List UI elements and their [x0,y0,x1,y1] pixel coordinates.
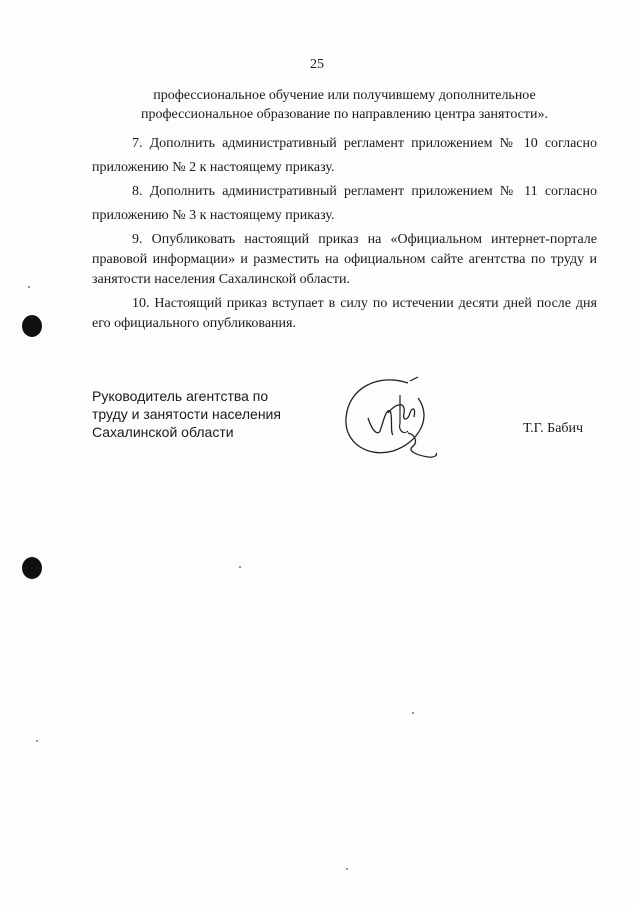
intro-line-1: профессиональное обучение или получившему дополнительное [153,88,536,103]
signatory-title-line-3: Сахалинской области [92,424,234,440]
paragraph-9-line-1: 9. Опубликовать настоящий приказ на «Официальном интернет-портале [132,232,597,247]
paragraph-9 [92,230,597,290]
paragraph-10-line-2: его официального опубликования. [92,316,296,331]
paragraph-8-line-1: 8. Дополнить административный регламент приложением № 11 согласно [132,184,597,199]
paragraph-7 [92,132,597,180]
paragraph-7-line-1: 7. Дополнить административный регламент приложением № 10 согласно [132,136,597,151]
paragraph-7-line-2: приложению № 2 к настоящему приказу. [92,160,335,175]
intro-continuation [92,86,597,124]
signatory-title [92,387,281,441]
signatory-name: Т.Г. Бабич [523,421,584,436]
paragraph-8-line-2: приложению № 3 к настоящему приказу. [92,208,335,223]
punch-hole-bottom [22,557,42,579]
punch-hole-top [22,315,42,337]
signatory-title-line-2: труду и занятости населения [92,406,281,422]
scan-speck [239,566,241,568]
paragraph-10 [92,294,597,334]
paragraph-9-line-2: правовой информации» и разместить на официальном сайте агентства по труду и [92,252,597,267]
scan-speck [36,740,38,742]
scan-speck [28,286,30,288]
signatory-title-line-1: Руководитель агентства по [92,388,269,404]
page-number: 25 [310,57,324,72]
paragraph-9-line-3: занятости населения Сахалинской области. [92,272,350,287]
scan-speck [412,712,414,714]
paragraph-8 [92,180,597,228]
handwritten-signature [338,373,448,468]
scan-speck [346,868,348,870]
paragraph-10-line-1: 10. Настоящий приказ вступает в силу по истечении десяти дней после дня [132,296,597,311]
intro-line-2: профессиональное образование по направлению центра занятости». [140,107,549,122]
